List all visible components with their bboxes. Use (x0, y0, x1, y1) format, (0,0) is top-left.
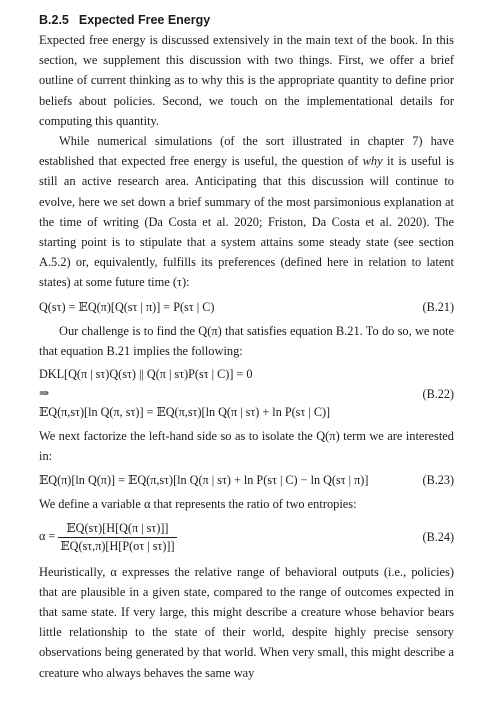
equation-b23-body: 𝔼Q(π)[ln Q(π)] = 𝔼Q(π,sτ)[ln Q(π | sτ) + ln P(sτ | C) − ln Q(sτ | π)] (39, 473, 369, 488)
paragraph-6: Heuristically, α expresses the relative range of behavioral outputs (i.e., policies) that are plausible in a given state, compared to the range of outcomes expected in that same state. If very large, this might describe a creature whose behavior bears little relationship to the state of their world, despite highly precise sensory observations being generated by that world. When very small, this might describe a creature who always behaves the same way (39, 564, 454, 680)
equation-b21-body: Q(sτ) = 𝔼Q(π)[Q(sτ | π)] = P(sτ | C) (39, 299, 215, 314)
paragraph-3: Our challenge is to find the Q(π) that satisfies equation B.21. To do so, we note that equation B.21 implies the following: (39, 323, 454, 358)
section-number: B.2.5 (39, 13, 69, 27)
equation-b22-line-3: 𝔼Q(π,sτ)[ln Q(π, sτ)] = 𝔼Q(π,sτ)[ln Q(π | sτ) + ln P(sτ | C)] (39, 405, 331, 420)
equation-b23-number: (B.23) (422, 473, 454, 488)
equation-b22-number: (B.22) (422, 386, 454, 401)
section-heading (39, 10, 454, 30)
equation-b24-numerator: 𝔼Q(sτ)[H[Q(π | sτ)]] (58, 521, 176, 538)
paragraph-2-text-b: it is useful is still an active research area. Anticipating that this discussion will continue to evolve, here we set down a brief summary of the most parsimonious explanation at the time of writing (Da Costa et al. 2020; Friston, Da Costa et al. 2020). The starting point is to stipulate that a system attains some steady state (see section A.5.2) or, equivalently, fulfills its preferences (defined here in relation to latent states) at some future time (τ): (39, 154, 455, 290)
paragraph-2-text-a: While numerical simulations (of the sort illustrated in chapter 7) have established that expected free energy is useful, the question of (39, 134, 454, 169)
equation-b23 (39, 470, 454, 490)
equation-b21 (39, 297, 454, 317)
equation-b24-lhs: α = (39, 528, 56, 543)
section-title: Expected Free Energy (78, 13, 211, 27)
page (39, 10, 454, 683)
paragraph-2-emphasis: why (362, 154, 383, 169)
paragraph-5: We define a variable α that represents the ratio of two entropies: (39, 497, 357, 512)
equation-b22-line-1: DKL[Q(π | sτ)Q(sτ) || Q(π | sτ)P(sτ | C)] = 0 (39, 367, 253, 382)
paragraph-2 (39, 131, 454, 293)
paragraph-1: Expected free energy is discussed extensively in the main text of the book. In this section, we supplement this discussion with two things. First, we offer a brief outline of current thinking as to why this is the appropriate quantity to define prior beliefs about policies. Second, we touch on the implementational details for computing this quantity. (39, 33, 454, 128)
equation-b21-number: (B.21) (422, 299, 454, 314)
equation-b24 (39, 521, 454, 554)
equation-b22 (39, 365, 454, 422)
paragraph-4: We next factorize the left-hand side so as to isolate the Q(π) term we are interested in: (39, 429, 454, 464)
equation-b24-number: (B.24) (422, 530, 454, 545)
equation-b24-denominator: 𝔼Q(sτ,π)[H[P(oτ | sτ)]] (60, 538, 175, 553)
equation-b22-implies: ⇒ (39, 386, 50, 401)
equation-b24-fraction (58, 521, 176, 554)
